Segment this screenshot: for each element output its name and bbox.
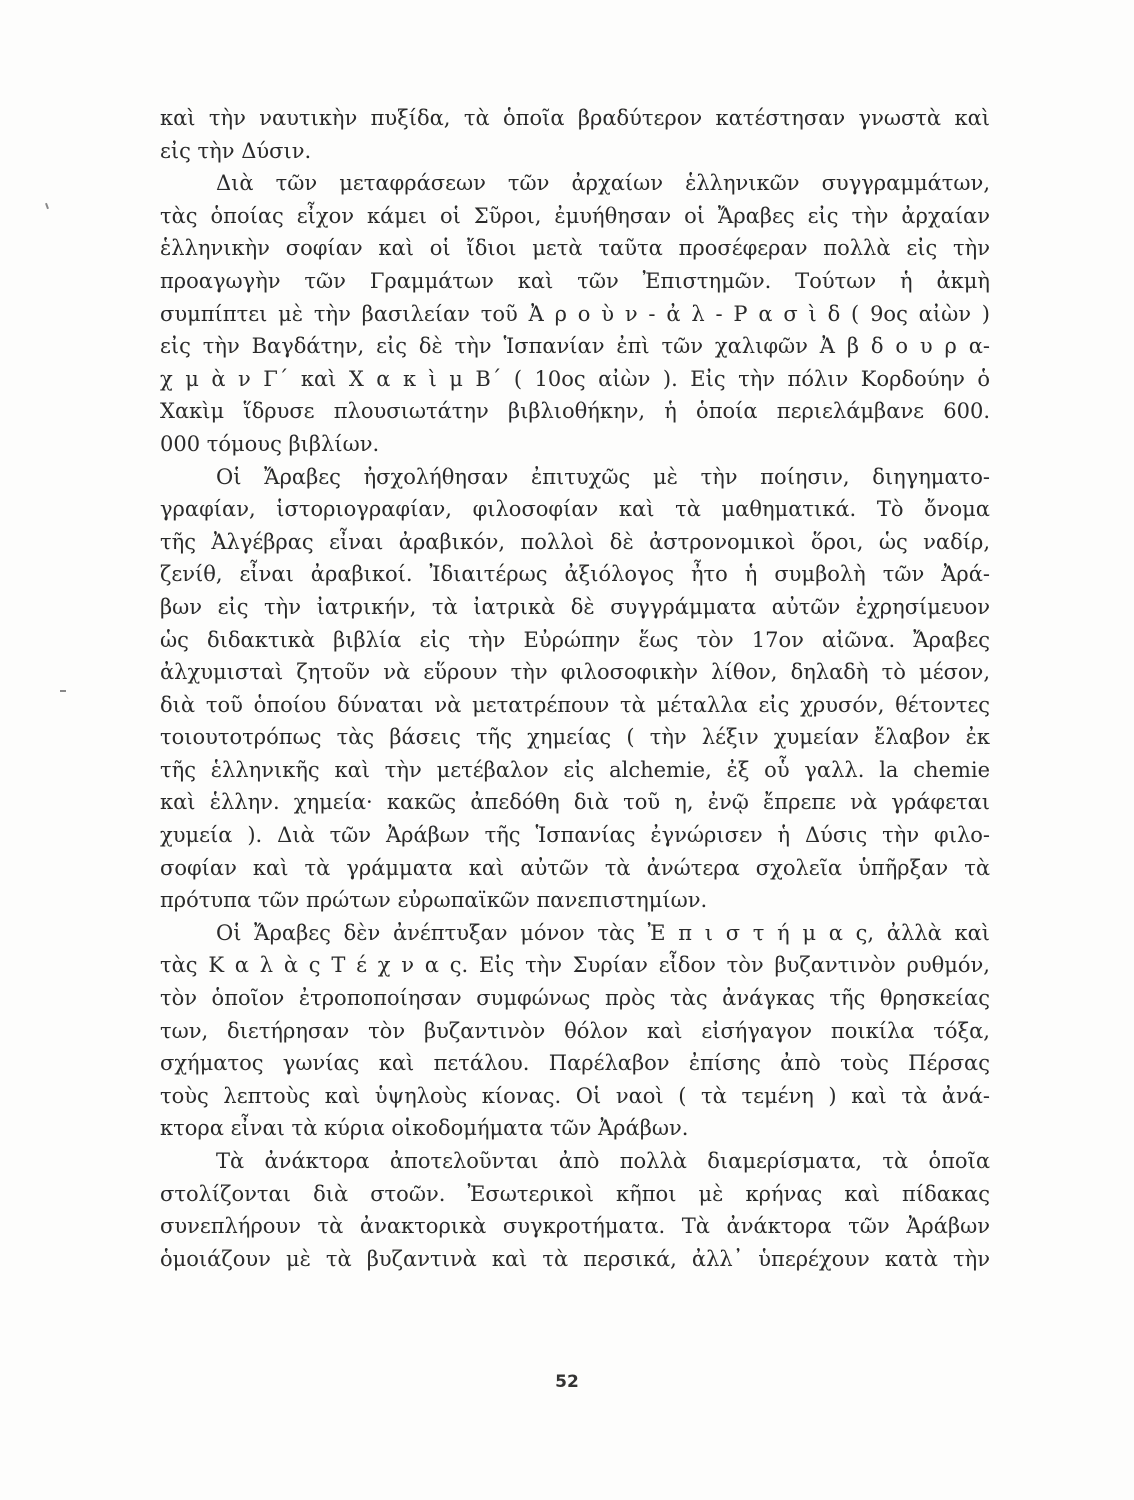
text-line: Χακὶμ ἵδρυσε πλουσιωτάτην βιβλιοθήκην, ἡ ὁποία περιελάμβανε 600. [160,399,990,424]
text-line: τῆς ἑλληνικῆς καὶ τὴν μετέβαλον εἰς alchemie, ἐξ οὗ γαλλ. la chemie [160,757,990,782]
margin-mark-top [45,203,49,209]
text-line: τὸν ὁποῖον ἐτροποποίησαν συμφώνως πρὸς τὰς ἀνάγκας τῆς θρησκείας [160,986,990,1011]
text-line: σχήματος γωνίας καὶ πετάλου. Παρέλαβον ἐπίσης ἀπὸ τοὺς Πέρσας [160,1051,990,1076]
text-line: γραφίαν, ἱστοριογραφίαν, φιλοσοφίαν καὶ τὰ μαθηματικά. Τὸ ὄνομα [160,497,990,522]
text-line: σοφίαν καὶ τὰ γράμματα καὶ αὐτῶν τὰ ἀνώτερα σχολεῖα ὑπῆρξαν τὰ [160,855,990,880]
text-line: ἑλληνικὴν σοφίαν καὶ οἱ ἴδιοι μετὰ ταῦτα προσέφεραν πολλὰ εἰς τὴν [160,236,990,261]
text-line: κτορα εἶναι τὰ κύρια οἰκοδομήματα τῶν Ἀράβων. [160,1116,689,1141]
text-line: Οἱ Ἄραβες δὲν ἀνέπτυξαν μόνον τὰς Ἐ π ι σ τ ή μ α ς, ἀλλὰ καὶ [216,920,990,945]
text-line: των, διετήρησαν τὸν βυζαντινὸν θόλον καὶ εἰσήγαγον ποικίλα τόξα, [160,1018,990,1043]
text-line: βων εἰς τὴν ἰατρικήν, τὰ ἰατρικὰ δὲ συγγράμματα αὐτῶν ἐχρησίμευον [160,594,990,619]
text-line: συμπίπτει μὲ τὴν βασιλείαν τοῦ Ἀ ρ ο ὺ ν - ἀ λ - Ρ α σ ὶ δ ( 9ος αἰὼν ) [160,301,990,326]
text-line: τοὺς λεπτοὺς καὶ ὑψηλοὺς κίονας. Οἱ ναοὶ ( τὰ τεμένη ) καὶ τὰ ἀνά- [160,1083,990,1108]
text-line: ὡς διδακτικὰ βιβλία εἰς τὴν Εὐρώπην ἕως τὸν 17ον αἰῶνα. Ἄραβες [160,627,990,652]
text-line: διὰ τοῦ ὁποίου δύναται νὰ μετατρέπουν τὰ μέταλλα εἰς χρυσόν, θέτοντες [160,692,990,717]
text-line: καὶ ἑλλην. χημεία· κακῶς ἀπεδόθη διὰ τοῦ η, ἐνῷ ἔπρεπε νὰ γράφεται [160,790,990,815]
text-line: συνεπλήρουν τὰ ἀνακτορικὰ συγκροτήματα. Τὰ ἀνάκτορα τῶν Ἀράβων [160,1214,990,1239]
body-text [160,102,990,1275]
page-number: 52 [555,1372,579,1392]
text-line: τὰς ὁποίας εἶχον κάμει οἱ Σῦροι, ἐμυήθησαν οἱ Ἄραβες εἰς τὴν ἀρχαίαν [160,203,990,228]
text-line: πρότυπα τῶν πρώτων εὐρωπαϊκῶν πανεπιστημίων. [160,888,708,913]
text-line: 000 τόμους βιβλίων. [160,431,380,456]
text-line: ὁμοιάζουν μὲ τὰ βυζαντινὰ καὶ τὰ περσικά, ἀλλ᾽ ὑπερέχουν κατὰ τὴν [160,1246,990,1271]
text-line: χυμεία ). Διὰ τῶν Ἀράβων τῆς Ἱσπανίας ἐγνώρισεν ἡ Δύσις τὴν φιλο- [160,823,990,848]
text-line: Διὰ τῶν μεταφράσεων τῶν ἀρχαίων ἑλληνικῶν συγγραμμάτων, [216,171,990,196]
text-line: ἀλχυμισταὶ ζητοῦν νὰ εὕρουν τὴν φιλοσοφικὴν λίθον, δηλαδὴ τὸ μέσον, [160,660,990,685]
text-line: τὰς Κ α λ ὰ ς Τ έ χ ν α ς. Εἰς τὴν Συρίαν εἶδον τὸν βυζαντινὸν ρυθμόν, [160,953,990,978]
text-line: καὶ τὴν ναυτικὴν πυξίδα, τὰ ὁποῖα βραδύτερον κατέστησαν γνωστὰ καὶ [160,106,990,130]
text-line: χ μ ὰ ν Γ΄ καὶ Χ α κ ὶ μ Β΄ ( 10ος αἰὼν ). Εἰς τὴν πόλιν Κορδούην ὁ [160,366,990,391]
text-line: τοιουτοτρόπως τὰς βάσεις τῆς χημείας ( τὴν λέξιν χυμείαν ἔλαβον ἐκ [160,725,990,750]
text-line: εἰς τὴν Δύσιν. [160,138,312,163]
text-line: ζενίθ, εἶναι ἀραβικοί. Ἰδιαιτέρως ἀξιόλογος ἦτο ἡ συμβολὴ τῶν Ἀρά- [160,562,990,587]
text-line: Οἱ Ἄραβες ἠσχολήθησαν ἐπιτυχῶς μὲ τὴν ποίησιν, διηγηματο- [216,464,990,489]
text-line: προαγωγὴν τῶν Γραμμάτων καὶ τῶν Ἐπιστημῶν. Τούτων ἡ ἀκμὴ [160,268,990,293]
text-line: εἰς τὴν Βαγδάτην, εἰς δὲ τὴν Ἱσπανίαν ἐπὶ τῶν χαλιφῶν Ἀ β δ ο υ ρ α- [160,334,990,359]
text-line: Τὰ ἀνάκτορα ἀποτελοῦνται ἀπὸ πολλὰ διαμερίσματα, τὰ ὁποῖα [216,1149,990,1173]
text-line: τῆς Ἀλγέβρας εἶναι ἀραβικόν, πολλοὶ δὲ ἀστρονομικοὶ ὅροι, ὡς ναδίρ, [160,529,990,554]
margin-mark-bottom [60,690,66,692]
text-line: στολίζονται διὰ στοῶν. Ἐσωτερικοὶ κῆποι μὲ κρήνας καὶ πίδακας [160,1181,990,1206]
